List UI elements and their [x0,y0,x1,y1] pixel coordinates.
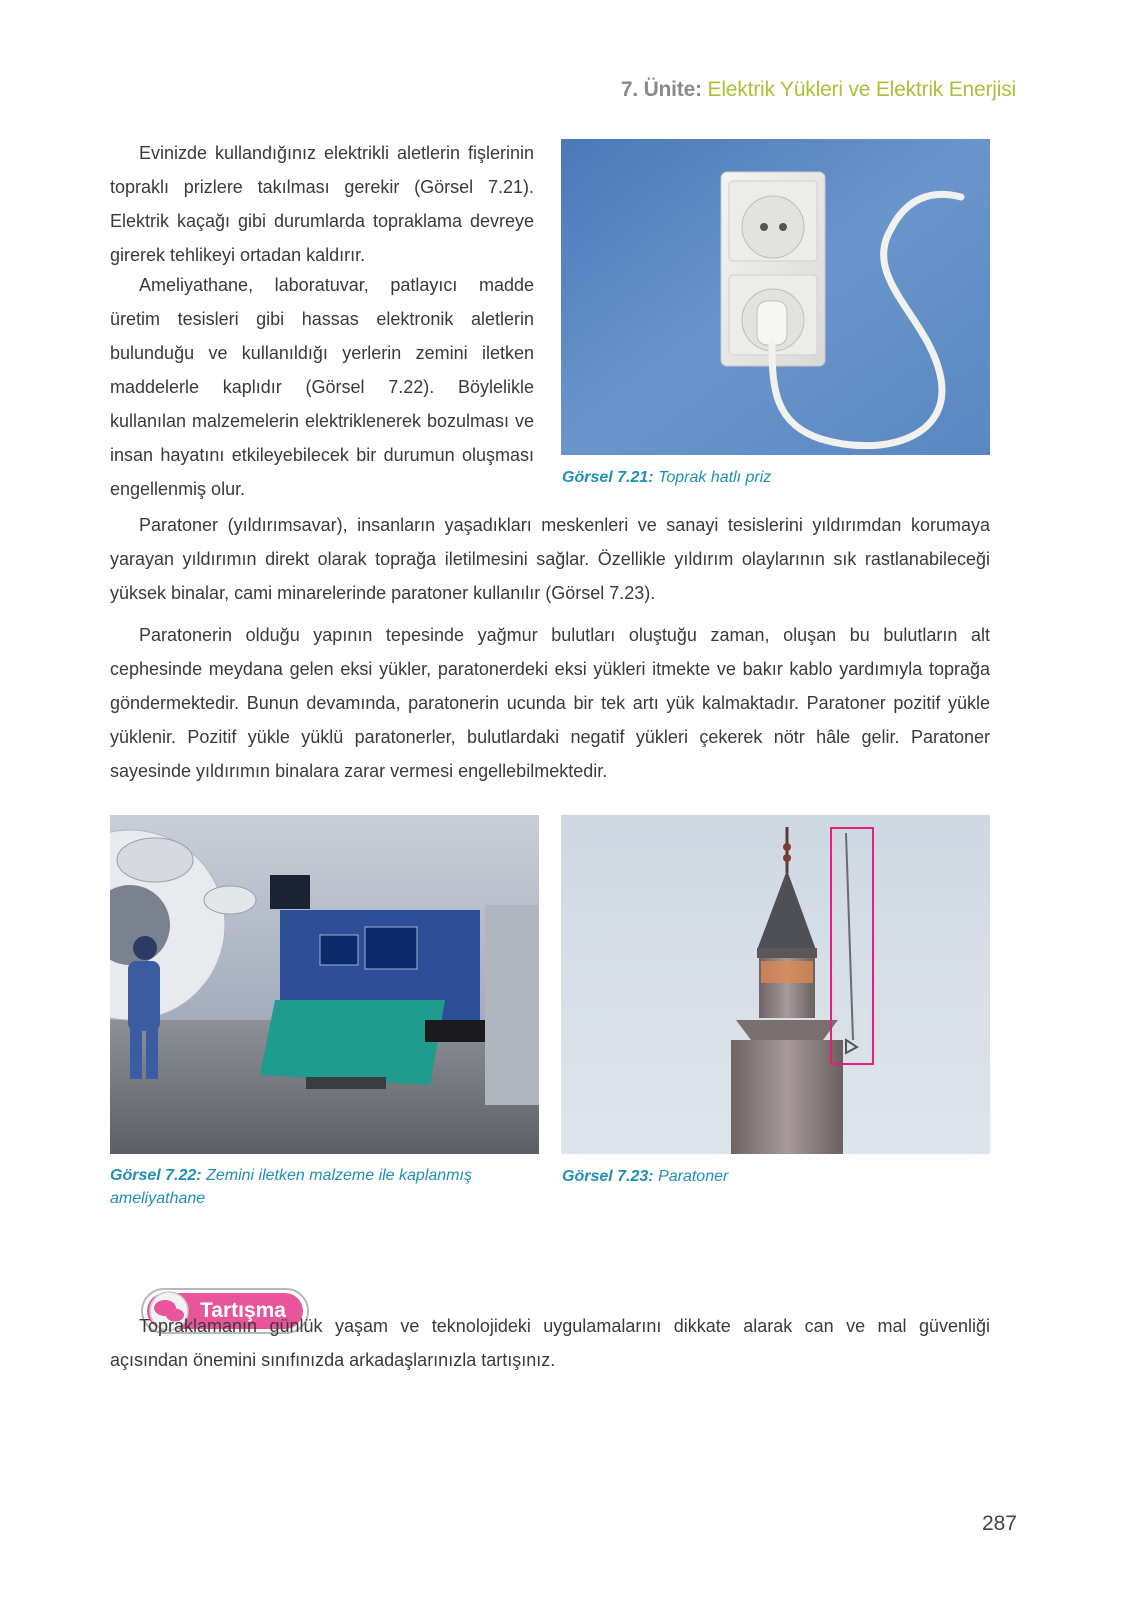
caption-label: Görsel 7.23: [562,1168,654,1185]
lightning-rod-photo [561,815,990,1154]
caption-label: Görsel 7.21: [562,469,654,486]
page-number: 287 [981,1512,1017,1535]
unit-title: Elektrik Yükleri ve Elektrik Enerjisi [707,78,1016,101]
caption-text: Zemini iletken malzeme ile kaplanmış ameliyathane [110,1167,472,1207]
caption-figure-7-21 [562,467,771,489]
paragraph-operating-room: Ameliyathane, laboratuvar, patlayıcı madde üretim tesisleri gibi hassas elektronik aletlerin bulunduğu ve kullanıldığı yerlerin zemini iletken maddelerle kaplıdır (Görsel 7.22). Böylelikle kullanılan malzemelerin elektriklenerek bozulması ve insan hayatını etkileyebilecek bir durumun oluşması engellenmiş olur. [110,275,534,499]
caption-text: Toprak hatlı priz [658,469,772,486]
caption-text: Paratoner [658,1168,729,1185]
paragraph-lightning-rod-mechanism: Paratonerin olduğu yapının tepesinde yağmur bulutları oluştuğu zaman, oluşan bu bulutların alt cephesinde meydana gelen eksi yükler, paratonerdeki eksi yükleri itmekte ve bakır kablo yardımıyla toprağa göndermektedir. Bunun devamında, paratonerin ucunda bir tek artı yük kalmaktadır. Paratoner pozitif yükle yüklenir. Pozitif yükle yüklü paratonerler, bulutlardaki negatif yükleri çekerek nötr hâle gelir. Paratoner sayesinde yıldırımın binalara zarar vermesi engellebilmektedir. [110,625,990,781]
paragraph-lightning-rod: Paratoner (yıldırımsavar), insanların yaşadıkları meskenleri ve sanayi tesislerini yıldırımdan korumaya yarayan yıldırımın direkt olarak toprağa iletilmesini sağlar. Özellikle yıldırım olaylarının sık rastlanabileceği yüksek binalar, cami minarelerinde paratoner kullanılır (Görsel 7.23). [110,515,990,603]
operating-room-photo [110,815,539,1154]
paragraph-discussion-prompt: Topraklamanın günlük yaşam ve teknolojideki uygulamalarını dikkate alarak can ve mal güvenliği açısından önemini sınıfınızda arkadaşlarınızla tartışınız. [110,1316,990,1370]
caption-label: Görsel 7.22: [110,1167,202,1184]
caption-figure-7-23 [562,1166,728,1188]
discussion-label: Tartışma [200,1299,286,1322]
socket-photo [561,139,990,455]
paragraph-grounded-sockets: Evinizde kullandığınız elektrikli aletlerin fişlerinin topraklı prizlere takılması gerekir (Görsel 7.21). Elektrik kaçağı gibi durumlarda topraklama devreye girerek tehlikeyi ortadan kaldırır. [110,143,534,265]
unit-number: 7. Ünite: [620,78,702,101]
caption-figure-7-22 [110,1164,540,1210]
chapter-header [621,78,1016,102]
